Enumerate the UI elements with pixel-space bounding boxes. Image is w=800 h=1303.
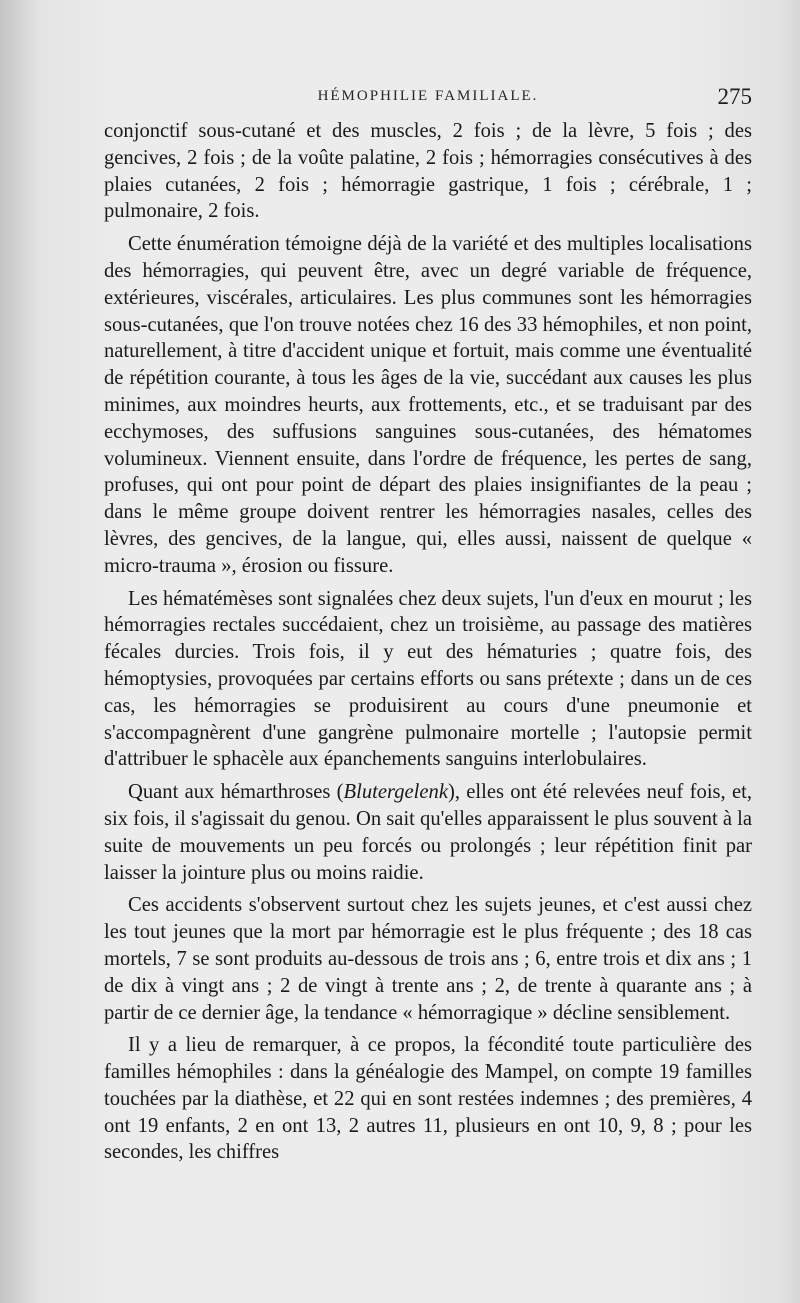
paragraph-young-subjects: Ces accidents s'observent surtout chez les sujets jeunes, et c'est aussi chez les tout jeunes que la mort par hémorragie est le plus fréquente ; des 18 cas mortels, 7 se sont produits au-dessous de trois ans ; 6, entre trois et dix ans ; 1 de dix à vingt ans ; 2 de vingt à trente ans ; 2, de trente à quarante ans ; à partir de ce dernier âge, la tendance « hémorragique » décline sensiblement. xyxy=(104,894,752,1024)
paragraph-continuation: conjonctif sous-cutané et des muscles, 2 fois ; de la lèvre, 5 fois ; des gencives, 2 fois ; de la voûte palatine, 2 fois ; hémorragies consécutives à des plaies cutanées, 2 fois ; hémorragie gastrique, 1 fois ; cérébrale, 1 ; pulmonaire, 2 fois. xyxy=(104,120,752,223)
paragraph-hematemeses: Les hématémèses sont signalées chez deux sujets, l'un d'eux en mourut ; les hémorragies rectales succédaient, chez un troisième, au passage des matières fécales durcies. Trois fois, il y eut des hématuries ; quatre fois, des hémoptysies, provoquées par certains efforts ou sans prétexte ; dans un de ces cas, les hémorragies se produisirent au cours d'une pneumonie et s'accompagnèrent d'une gangrène pulmonaire mortelle ; l'autopsie permit d'attribuer le sphacèle aux épanchements sanguins interlobulaires. xyxy=(104,587,752,771)
paragraph-hemarthroses xyxy=(104,779,752,886)
hemarthroses-text-before: Quant aux hémarthroses ( xyxy=(128,781,344,804)
paragraph-enumeration: Cette énumération témoigne déjà de la variété et des multiples localisations des hémorragies, qui peuvent être, avec un degré variable de fréquence, extérieures, viscérales, articulaires. Les plus communes sont les hémorragies sous-cutanées, que l'on trouve notées chez 16 des 33 hémophiles, et non point, naturellement, à titre d'accident unique et fortuit, mais comme une éventualité de répétition courante, à tous les âges de la vie, succédant aux causes les plus minimes, aux moindres heurts, aux frottements, etc., et se traduisant par des ecchymoses, des suffusions sanguines sous-cutanées, des hématomes volumineux. Viennent ensuite, dans l'ordre de fréquence, les pertes de sang, profuses, qui ont pour point de départ des plaies insignifiantes de la peau ; dans le même groupe doivent rentrer les hémorragies nasales, celles des lèvres, des gencives, de la langue, qui, elles aussi, naissent de quelque « micro-trauma », érosion ou fissure. xyxy=(104,233,752,577)
page-number: 275 xyxy=(717,84,752,109)
paragraph-fecundity: Il y a lieu de remarquer, à ce propos, la fécondité toute particulière des familles hémophiles : dans la généalogie des Mampel, on compte 19 familles touchées par la diathèse, et 22 qui en sont restées indemnes ; des premières, 4 ont 19 enfants, 2 en ont 13, 2 autres 11, plusieurs en ont 10, 9, 8 ; pour les secondes, les chiffres xyxy=(104,1034,752,1164)
blutergelenk-term: Blutergelenk xyxy=(343,781,448,804)
body-text xyxy=(104,118,752,1172)
running-title: HÉMOPHILIE FAMILIALE. xyxy=(317,88,539,104)
page-header xyxy=(104,84,752,114)
hemarthroses-text-after: ), elles ont été relevées neuf fois, et, six fois, il s'agissait du genou. On sait qu'elles apparaissent le plus souvent à la suite de mouvements un peu forcés ou prolongés ; leur répétition finit par laisser la jointure plus ou moins raidie. xyxy=(104,781,753,884)
